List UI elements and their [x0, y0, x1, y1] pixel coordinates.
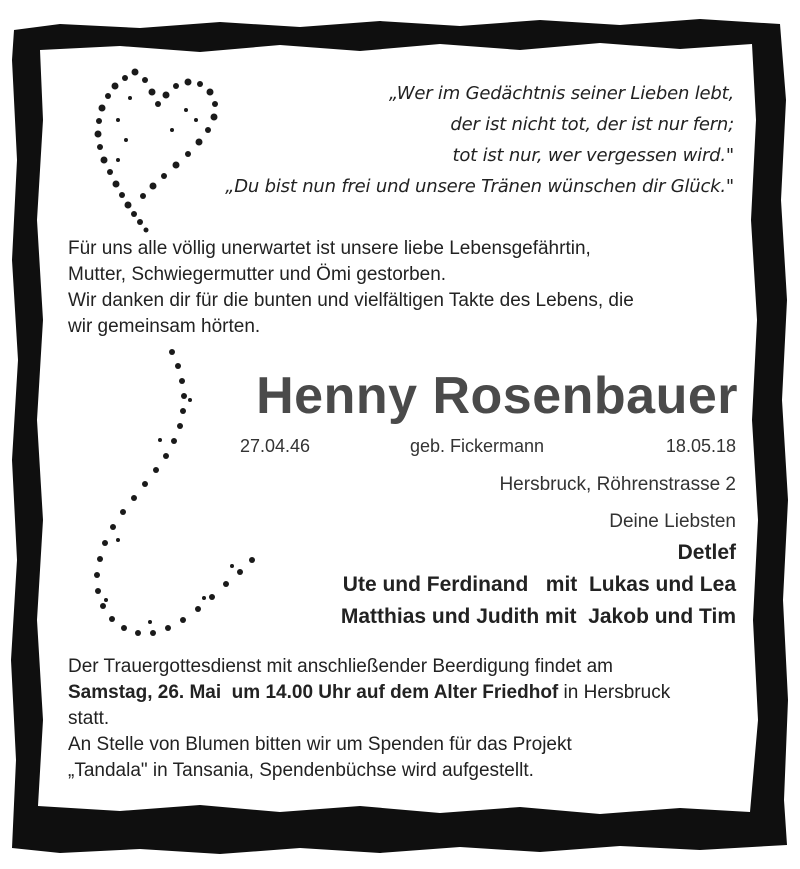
family-heading: Deine Liebsten [609, 511, 736, 532]
quote-line: „Wer im Gedächtnis seiner Lieben lebt, [388, 83, 734, 104]
intro-line: Wir danken dir für die bunten und vielfältigen Takte des Lebens, die [68, 290, 634, 311]
intro-line: Für uns alle völlig unerwartet ist unsere liebe Lebensgefährtin, [68, 238, 591, 259]
family-line: Ute und Ferdinand mit Lukas und Lea [342, 573, 736, 596]
intro-line: Mutter, Schwiegermutter und Ömi gestorben. [68, 264, 447, 285]
service-notice [68, 654, 758, 784]
family-list [341, 537, 736, 633]
deceased-name: Henny Rosenbauer [256, 367, 738, 425]
family-line: Detlef [677, 541, 736, 564]
intro-text [68, 236, 748, 340]
music-heart-icon [95, 69, 219, 233]
death-date: 18.05.18 [665, 436, 736, 456]
music-trail-icon [94, 349, 255, 636]
service-location: in Hersbruck [558, 682, 671, 703]
service-line: Der Trauergottesdienst mit anschließender Beerdigung findet am [68, 656, 613, 677]
quote-line: der ist nicht tot, der ist nur fern; [450, 114, 734, 135]
service-line: statt. [68, 708, 110, 729]
memorial-quote [225, 78, 734, 202]
maiden-name: geb. Fickermann [410, 436, 545, 456]
donation-line: „Tandala" in Tansania, Spendenbüchse wird aufgestellt. [68, 760, 534, 781]
address: Hersbruck, Röhrenstrasse 2 [499, 474, 736, 495]
donation-line: An Stelle von Blumen bitten wir um Spenden für das Projekt [68, 734, 572, 755]
service-date: Samstag, 26. Mai um 14.00 Uhr auf dem Alter Friedhof [68, 682, 559, 703]
service-date-line [68, 680, 758, 706]
family-line: Matthias und Judith mit Jakob und Tim [340, 605, 736, 628]
quote-line: „Du bist nun frei und unsere Tränen wünschen dir Glück." [225, 176, 734, 197]
quote-line: tot ist nur, wer vergessen wird." [452, 145, 734, 166]
birth-date: 27.04.46 [240, 436, 311, 456]
intro-line: wir gemeinsam hörten. [68, 316, 261, 337]
